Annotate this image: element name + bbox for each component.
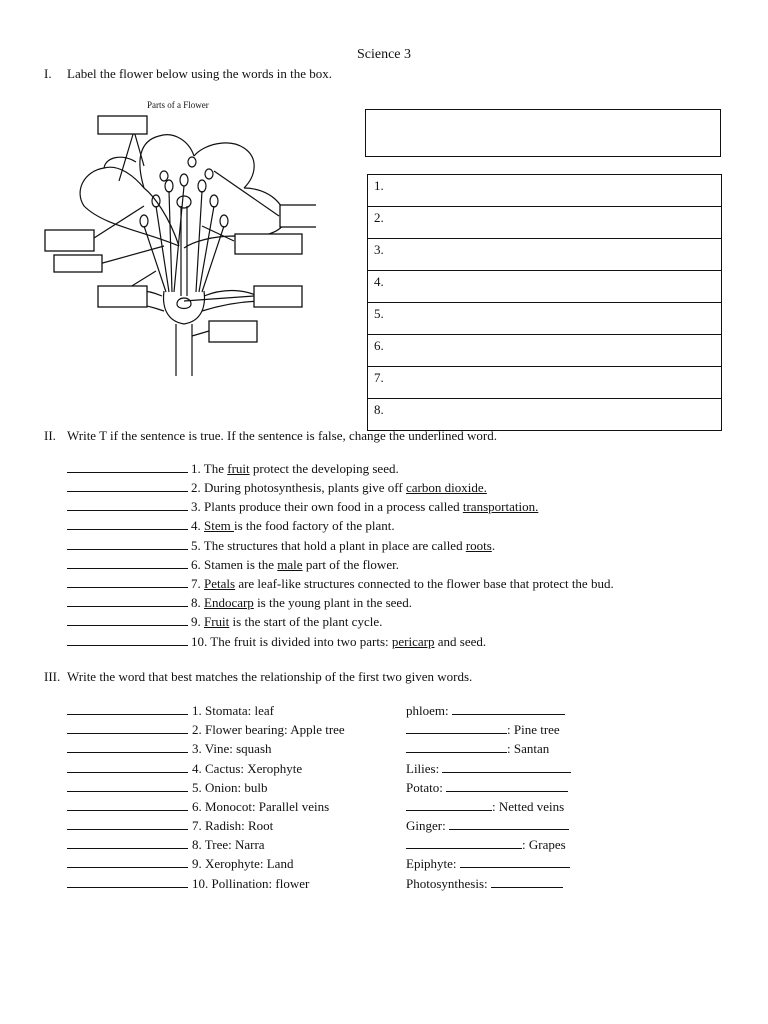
analogy-pair: Lilies:: [406, 761, 571, 777]
analogy-item: 10. Pollination: flower: [67, 876, 309, 892]
answer-blank[interactable]: [67, 818, 188, 830]
label-box[interactable]: [45, 230, 94, 251]
analogy-item: 7. Radish: Root: [67, 818, 273, 834]
diagram-title: Parts of a Flower: [147, 100, 209, 110]
answer-line[interactable]: 3.: [368, 239, 722, 271]
analogy-pair: phloem:: [406, 703, 565, 719]
analogy-pair: Epiphyte:: [406, 856, 570, 872]
underlined-word: carbon dioxide.: [405, 480, 487, 495]
section-2-instruction: Write T if the sentence is true. If the sentence is false, change the underlined word.: [67, 428, 498, 443]
answer-blank[interactable]: [406, 741, 507, 753]
underlined-word: Stem: [204, 518, 234, 533]
analogy-pair: Potato:: [406, 780, 568, 796]
analogy-item: 1. Stomata: leaf: [67, 703, 274, 719]
analogy-pair: : Grapes: [406, 837, 566, 853]
true-false-item: 9. Fruit is the start of the plant cycle.: [67, 614, 382, 630]
answer-blank[interactable]: [442, 761, 571, 773]
true-false-item: 8. Endocarp is the young plant in the seed.: [67, 595, 412, 611]
answer-blank[interactable]: [67, 780, 188, 792]
answer-blank[interactable]: [67, 614, 188, 626]
answer-blank[interactable]: [446, 780, 568, 792]
answer-blank[interactable]: [67, 518, 188, 530]
underlined-word: Endocarp: [204, 595, 254, 610]
true-false-item: 2. During photosynthesis, plants give off carbon dioxide.: [67, 480, 487, 496]
answer-blank[interactable]: [67, 461, 188, 473]
answer-blank[interactable]: [67, 856, 188, 868]
label-box[interactable]: [98, 116, 147, 134]
answer-blank[interactable]: [67, 837, 188, 849]
label-box[interactable]: [98, 286, 147, 307]
answer-blank[interactable]: [67, 499, 188, 511]
underlined-word: roots: [465, 538, 492, 553]
analogy-pair: Photosynthesis:: [406, 876, 563, 892]
answer-line[interactable]: 8.: [368, 399, 722, 431]
analogy-item: 4. Cactus: Xerophyte: [67, 761, 302, 777]
analogy-item: 9. Xerophyte: Land: [67, 856, 293, 872]
true-false-item: 6. Stamen is the male part of the flower.: [67, 557, 399, 573]
label-answer-list: [367, 174, 722, 431]
answer-blank[interactable]: [491, 876, 563, 888]
true-false-item: 7. Petals are leaf-like structures connected to the flower base that protect the bud.: [67, 576, 614, 592]
answer-line[interactable]: 2.: [368, 207, 722, 239]
section-2-number: II.: [44, 428, 56, 443]
answer-blank[interactable]: [67, 741, 188, 753]
answer-blank[interactable]: [67, 634, 188, 646]
page-title: Science 3: [356, 47, 412, 62]
answer-blank[interactable]: [406, 722, 507, 734]
true-false-item: 4. Stem is the food factory of the plant.: [67, 518, 395, 534]
answer-blank[interactable]: [67, 799, 188, 811]
section-1-number: I.: [44, 66, 52, 81]
answer-blank[interactable]: [67, 703, 188, 715]
answer-blank[interactable]: [406, 837, 522, 849]
underlined-word: male: [277, 557, 303, 572]
answer-blank[interactable]: [460, 856, 570, 868]
analogy-item: 8. Tree: Narra: [67, 837, 265, 853]
true-false-item: 10. The fruit is divided into two parts: pericarp and seed.: [67, 634, 486, 650]
analogy-item: 5. Onion: bulb: [67, 780, 267, 796]
answer-line[interactable]: 1.: [368, 175, 722, 207]
answer-blank[interactable]: [452, 703, 565, 715]
analogy-pair: Ginger:: [406, 818, 569, 834]
analogy-pair: : Netted veins: [406, 799, 564, 815]
underlined-word: Petals: [204, 576, 236, 591]
answer-line[interactable]: 6.: [368, 335, 722, 367]
true-false-item: 3. Plants produce their own food in a process called transportation.: [67, 499, 538, 515]
analogy-item: 2. Flower bearing: Apple tree: [67, 722, 345, 738]
answer-line[interactable]: 7.: [368, 367, 722, 399]
analogy-item: 6. Monocot: Parallel veins: [67, 799, 329, 815]
answer-blank[interactable]: [67, 595, 188, 607]
answer-blank[interactable]: [67, 722, 188, 734]
underlined-word: pericarp: [391, 634, 435, 649]
underlined-word: fruit: [227, 461, 250, 476]
underlined-word: Fruit: [204, 614, 230, 629]
answer-line[interactable]: 4.: [368, 271, 722, 303]
answer-line[interactable]: 5.: [368, 303, 722, 335]
true-false-item: 5. The structures that hold a plant in place are called roots.: [67, 538, 495, 554]
section-1-instruction: Label the flower below using the words in the box.: [67, 66, 332, 81]
answer-blank[interactable]: [67, 876, 188, 888]
answer-blank[interactable]: [67, 761, 188, 773]
underlined-word: transportation.: [462, 499, 539, 514]
label-box[interactable]: [54, 255, 102, 272]
label-box[interactable]: [280, 205, 316, 227]
label-box[interactable]: [209, 321, 257, 342]
analogy-pair: : Pine tree: [406, 722, 560, 738]
true-false-item: 1. The fruit protect the developing seed.: [67, 461, 399, 477]
analogy-pair: : Santan: [406, 741, 549, 757]
answer-blank[interactable]: [67, 557, 188, 569]
label-box[interactable]: [235, 234, 302, 254]
section-3-instruction: Write the word that best matches the relationship of the first two given words.: [67, 669, 473, 684]
label-box[interactable]: [254, 286, 302, 307]
answer-blank[interactable]: [67, 480, 188, 492]
section-3-number: III.: [44, 669, 61, 684]
answer-blank[interactable]: [67, 576, 188, 588]
word-box: [365, 109, 721, 157]
flower-diagram: [44, 96, 316, 392]
answer-blank[interactable]: [67, 538, 188, 550]
answer-blank[interactable]: [406, 799, 492, 811]
analogy-item: 3. Vine: squash: [67, 741, 272, 757]
answer-blank[interactable]: [449, 818, 569, 830]
